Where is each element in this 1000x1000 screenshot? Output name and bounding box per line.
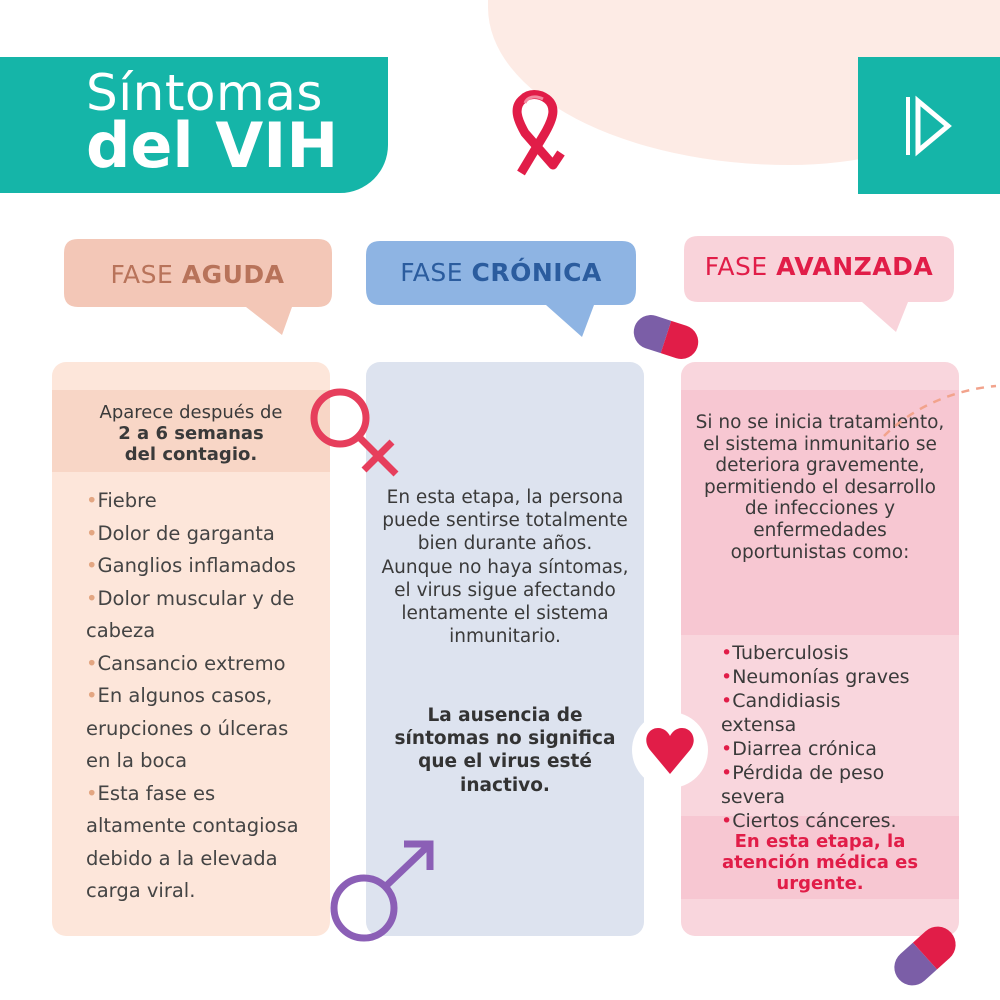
list-item: • Cansancio extremo (86, 648, 316, 681)
speech-bubble-shape (680, 232, 958, 337)
list-item: • Candidiasis extensa (721, 689, 921, 737)
list-item: • Ciertos cánceres. (721, 809, 921, 833)
card-aguda (52, 362, 330, 936)
aguda-intro: Aparece después de 2 a 6 semanas del contagio. (99, 402, 283, 465)
phase-label-avanzada: FASE AVANZADA (704, 252, 934, 281)
capsule-icon (620, 312, 712, 362)
card-avanzada (681, 362, 959, 936)
list-item: • Dolor muscular y de cabeza (86, 583, 316, 648)
avanzada-disease-list (721, 641, 921, 833)
list-item: • Neumonías graves (721, 665, 921, 689)
next-button[interactable] (858, 57, 1000, 194)
phase-label-cronica: FASE CRÓNICA (400, 258, 602, 287)
dashed-line-decoration (880, 380, 1000, 440)
cronica-emphasis: La ausencia de síntomas no significa que el virus esté inactivo. (394, 705, 616, 796)
cronica-description: En esta etapa, la persona puede sentirse totalmente bien durante años. Aunque no haya síntomas, el virus sigue afectando lentamente el sistema inmunitario. (381, 487, 629, 648)
list-item: • Fiebre (86, 485, 316, 518)
page-title-line1: Síntomas (86, 64, 323, 122)
phase-label-aguda: FASE AGUDA (110, 260, 285, 289)
list-item: • Dolor de garganta (86, 518, 316, 551)
speech-bubble-shape (362, 237, 640, 342)
avanzada-intro: Si no se inicia tratamiento, el sistema inmunitario se deteriora gravemente, permitiendo el desarrollo de infecciones y enfermedades oportunistas como: (695, 412, 945, 563)
list-item: • Tuberculosis (721, 641, 921, 665)
aguda-symptom-list (86, 485, 316, 908)
male-symbol-icon (322, 830, 442, 950)
list-item: • Ganglios inflamados (86, 550, 316, 583)
list-item: • Pérdida de peso severa (721, 761, 921, 809)
list-item: • Diarrea crónica (721, 737, 921, 761)
avanzada-urgent-note: En esta etapa, la atención médica es urgente. (721, 831, 919, 894)
list-item: • En algunos casos, erupciones o úlceras en la boca (86, 680, 316, 778)
list-item: • Esta fase es altamente contagiosa debido a la elevada carga viral. (86, 778, 316, 908)
heart-icon (630, 710, 710, 790)
phase-bubble-avanzada (680, 232, 958, 337)
page-title-line2: del VIH (86, 109, 339, 182)
phase-bubble-aguda (60, 235, 335, 340)
phase-bubble-cronica (362, 237, 640, 342)
capsule-icon (880, 912, 970, 1000)
female-symbol-icon (300, 378, 410, 488)
play-arrow-icon (906, 95, 952, 157)
awareness-ribbon-icon (495, 85, 577, 177)
